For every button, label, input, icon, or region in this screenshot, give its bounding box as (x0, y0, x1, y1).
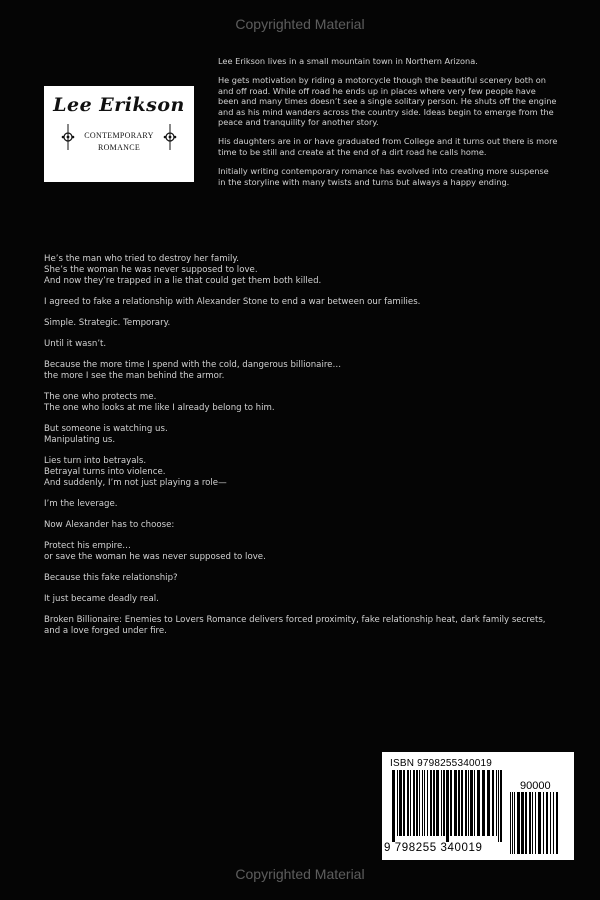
blurb-line: It just became deadly real. (44, 594, 159, 604)
blurb-line: the more I see the man behind the armor. (44, 371, 225, 381)
copyright-watermark-bottom: Copyrighted Material (235, 866, 365, 882)
barcode-bar (407, 770, 409, 836)
barcode-bar (532, 792, 533, 854)
copyright-watermark-top: Copyrighted Material (235, 16, 365, 32)
logo-genre-line1: CONTEMPORARY (84, 131, 154, 140)
barcode-bar (492, 770, 494, 836)
blurb-line: Now Alexander has to choose: (44, 520, 175, 530)
blurb-line: The one who looks at me like I already belong to him. (44, 403, 275, 413)
blurb-paragraph (44, 360, 564, 382)
barcode-bar (458, 770, 460, 836)
barcode-bar (470, 770, 473, 836)
blurb-line: Broken Billionaire: Enemies to Lovers Romance delivers forced proximity, fake relationship heat, dark family secrets, and a love forged under fire. (44, 615, 546, 636)
bio-paragraph: Lee Erikson lives in a small mountain town in Northern Arizona. (218, 56, 478, 66)
bio-paragraph: His daughters are in or have graduated from College and it turns out there is more time to be still and create at the end of a dirt road he calls home. (218, 136, 558, 157)
blurb-paragraph (44, 456, 564, 489)
barcode-bar (517, 792, 520, 854)
barcode-bar (465, 770, 467, 836)
blurb-paragraph (44, 318, 564, 329)
barcode-bar (529, 792, 531, 854)
blurb-line: I’m the leverage. (44, 499, 118, 509)
barcode-bar (427, 770, 428, 836)
logo-genre-line2: ROMANCE (97, 143, 141, 152)
barcode-bar (474, 770, 475, 836)
blurb-paragraph (44, 339, 564, 350)
barcode-bar (450, 770, 452, 836)
blurb-line: Simple. Strategic. Temporary. (44, 318, 171, 328)
barcode-bar (543, 792, 544, 854)
barcode-bar (441, 770, 442, 836)
blurb-line: And now they’re trapped in a lie that could get them both killed. (44, 276, 322, 286)
barcode-bar (550, 792, 551, 854)
blurb-line: Because this fake relationship? (44, 573, 178, 583)
logo-genre (79, 130, 159, 154)
barcode-bar (433, 770, 435, 836)
barcode-bar (461, 770, 463, 836)
author-bio (218, 56, 558, 196)
barcode-bar (521, 792, 524, 854)
ornament-right-icon (162, 124, 178, 150)
blurb-line: But someone is watching us. (44, 424, 168, 434)
barcode-bar (436, 770, 439, 836)
bio-paragraph: He gets motivation by riding a motorcycle though the beautiful scenery both on and off road. While off road he ends up in places where very few people have been and many times doesn’t see a single solitary person. He shuts off the engine and as his mind wanders across the country side. Ideas begin to emerge from the peace and tranquility for another story. (218, 75, 557, 128)
logo-author-name: Lee Erikson (53, 94, 185, 116)
barcode-bar (430, 770, 432, 836)
barcode-bar (399, 770, 402, 836)
blurb-line: I agreed to fake a relationship with Alexander Stone to end a war between our families. (44, 297, 421, 307)
barcode-bar (416, 770, 418, 836)
barcode-bar (487, 770, 490, 836)
barcode-bar (500, 770, 502, 842)
barcode-bar (446, 770, 449, 842)
author-logo (44, 86, 194, 182)
barcode-bar (525, 792, 527, 854)
blurb-paragraph (44, 615, 564, 637)
blurb-paragraph (44, 254, 564, 287)
blurb-line: Because the more time I spend with the cold, dangerous billionaire… (44, 360, 342, 370)
barcode-bar (553, 792, 554, 854)
barcode-bar (419, 770, 420, 836)
barcode-bars (392, 770, 504, 842)
blurb-line: Manipulating us. (44, 435, 116, 445)
blurb-paragraph (44, 594, 564, 605)
barcode-bar (422, 770, 423, 836)
barcode-bar (512, 792, 513, 854)
barcode-bar (468, 770, 469, 836)
barcode-bar (410, 770, 411, 836)
blurb-line: Until it wasn’t. (44, 339, 107, 349)
blurb-paragraph (44, 424, 564, 446)
isbn-digits: 9 798255 340019 (384, 842, 483, 854)
barcode-bar (510, 792, 511, 854)
blurb-paragraph (44, 392, 564, 414)
barcode-bar (403, 770, 405, 836)
isbn-barcode (382, 752, 574, 860)
blurb-paragraph (44, 520, 564, 531)
barcode-bar (556, 792, 558, 854)
blurb-paragraph (44, 541, 564, 563)
blurb-line: Lies turn into betrayals. (44, 456, 147, 466)
barcode-bar (514, 792, 515, 854)
blurb-paragraph (44, 499, 564, 510)
blurb-line: He’s the man who tried to destroy her family. (44, 254, 239, 264)
blurb-line: She’s the woman he was never supposed to love. (44, 265, 258, 275)
barcode-bar (443, 770, 445, 836)
barcode-bar (392, 770, 395, 842)
barcode-bar (477, 770, 480, 836)
blurb-paragraph (44, 297, 564, 308)
blurb-paragraph (44, 573, 564, 584)
blurb-line: The one who protects me. (44, 392, 157, 402)
barcode-bar (413, 770, 415, 836)
barcode-bar (538, 792, 541, 854)
barcode-bar (496, 770, 497, 836)
blurb-line: Betrayal turns into violence. (44, 467, 166, 477)
barcode-bar (546, 792, 548, 854)
barcode-bar (454, 770, 457, 836)
blurb-line: And suddenly, I’m not just playing a role— (44, 478, 227, 488)
book-blurb (44, 254, 564, 647)
barcode-bar (535, 792, 536, 854)
price-code: 90000 (520, 780, 551, 792)
barcode-bar (397, 770, 398, 836)
blurb-line: or save the woman he was never supposed to love. (44, 552, 266, 562)
bio-paragraph: Initially writing contemporary romance has evolved into creating more suspense in the storyline with many twists and turns but always a happy ending. (218, 166, 549, 187)
barcode-bar (498, 770, 499, 842)
ornament-left-icon (60, 124, 76, 150)
addon-barcode-bars (510, 792, 558, 854)
barcode-bar (424, 770, 425, 836)
isbn-label: ISBN 9798255340019 (390, 758, 493, 769)
barcode-bar (482, 770, 485, 836)
blurb-line: Protect his empire… (44, 541, 131, 551)
